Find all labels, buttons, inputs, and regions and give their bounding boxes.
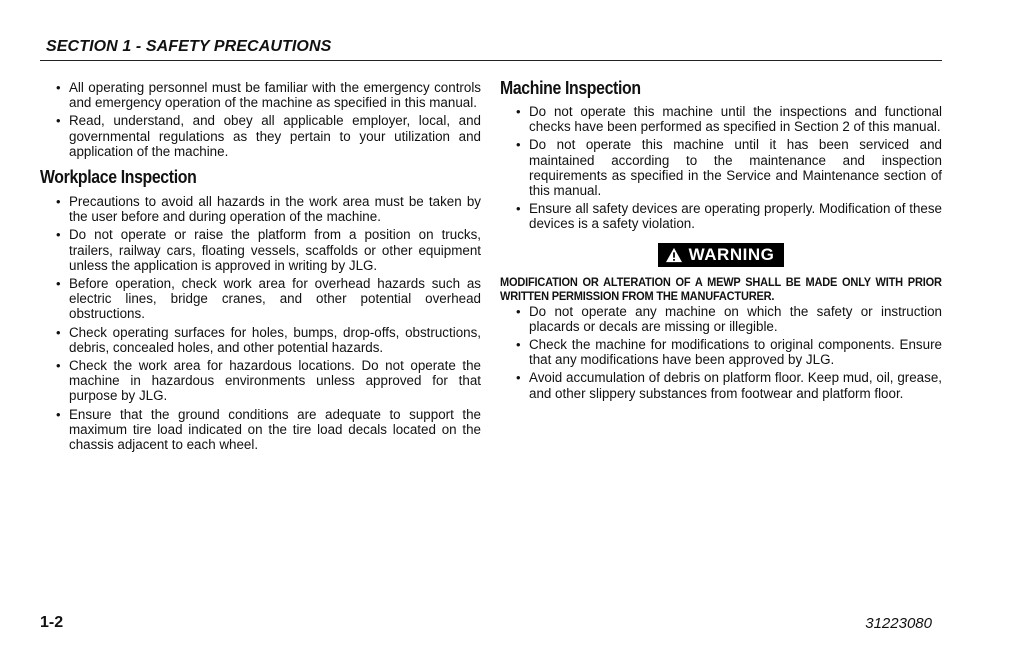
list-item-text: Do not operate this machine until the inspections and functional checks have been performed as specified in Section 2 of this manual. — [529, 104, 942, 135]
list-item — [500, 137, 942, 198]
intro-list — [40, 80, 481, 159]
list-item-text: Precautions to avoid all hazards in the work area must be taken by the user before and during operation of the machine. — [69, 194, 481, 225]
list-item — [40, 407, 481, 453]
list-item — [40, 325, 481, 355]
bullet-dot: • — [516, 201, 521, 217]
warning-label-box — [658, 243, 785, 267]
list-item-text: Check operating surfaces for holes, bumps, drop-offs, obstructions, debris, concealed holes, and other potential hazards. — [69, 324, 481, 355]
bullet-dot: • — [56, 324, 61, 340]
list-item — [40, 358, 481, 404]
page-number: 1-2 — [40, 614, 64, 631]
bullet-dot: • — [56, 113, 61, 129]
list-item-text: Read, understand, and obey all applicable employer, local, and governmental regulations as they pertain to your utilization and application of the machine. — [69, 113, 481, 159]
list-item — [40, 276, 481, 322]
list-item — [40, 113, 481, 159]
warning-label: WARNING — [688, 244, 775, 264]
warning-text: MODIFICATION OR ALTERATION OF A MEWP SHALL BE MADE ONLY WITH PRIOR WRITTEN PERMISSION FROM THE MANUFACTURER. — [500, 275, 942, 303]
list-item — [500, 304, 942, 334]
workplace-inspection-heading: Workplace Inspection — [40, 167, 197, 188]
list-item-text: Do not operate this machine until it has been serviced and maintained according to the maintenance and inspection requirements as specified in the Service and Maintenance section of this manual. — [529, 137, 942, 199]
bullet-dot: • — [516, 104, 521, 119]
bullet-dot: • — [56, 406, 61, 422]
list-item-text: Ensure all safety devices are operating properly. Modification of these devices is a safety violation. — [529, 201, 942, 232]
list-item-text: Avoid accumulation of debris on platform floor. Keep mud, oil, grease, and other slippery substances from footwear and platform floor. — [529, 370, 942, 401]
right-column — [500, 80, 942, 404]
list-item — [40, 227, 481, 273]
list-item-text: Do not operate any machine on which the safety or instruction placards or decals are missing or illegible. — [529, 303, 942, 334]
list-item — [40, 194, 481, 224]
warning-triangle-icon — [665, 247, 683, 263]
bullet-dot: • — [56, 276, 61, 292]
machine-inspection-heading: Machine Inspection — [500, 78, 641, 98]
bullet-dot: • — [516, 370, 521, 386]
bullet-dot: • — [56, 194, 61, 210]
list-item — [500, 337, 942, 367]
list-item-text: Check the work area for hazardous locations. Do not operate the machine in hazardous environments unless approved for that purpose by JLG. — [69, 358, 481, 404]
workplace-list — [40, 194, 481, 452]
bullet-dot: • — [516, 303, 521, 319]
bullet-dot: • — [516, 337, 521, 353]
list-item — [500, 370, 942, 400]
list-item — [500, 104, 942, 134]
after-warning-list — [500, 304, 942, 401]
list-item — [500, 201, 942, 231]
list-item-text: Ensure that the ground conditions are adequate to support the maximum tire load indicated on the tire load decals located on the chassis adjacent to each wheel. — [69, 406, 481, 453]
list-item-text: Before operation, check work area for overhead hazards such as electric lines, bridge cranes, and other potential overhead obstructions. — [69, 276, 481, 322]
bullet-dot: • — [56, 80, 61, 95]
warning-banner — [500, 243, 942, 268]
document-number: 31223080 — [865, 615, 932, 632]
machine-list — [500, 104, 942, 232]
bullet-dot: • — [56, 227, 61, 243]
bullet-dot: • — [56, 358, 61, 374]
left-column — [40, 80, 481, 455]
section-title: SECTION 1 - SAFETY PRECAUTIONS — [46, 38, 332, 55]
header-rule — [40, 60, 942, 61]
list-item-text: Do not operate or raise the platform from a position on trucks, trailers, railway cars, floating vessels, scaffolds or other equipment unless the application is approved in writing by JLG. — [69, 227, 481, 273]
bullet-dot: • — [516, 137, 521, 153]
list-item-text: All operating personnel must be familiar with the emergency controls and emergency operation of the machine as specified in this manual. — [69, 80, 481, 111]
list-item-text: Check the machine for modifications to original components. Ensure that any modifications have been approved by JLG. — [529, 337, 942, 368]
list-item — [40, 80, 481, 110]
